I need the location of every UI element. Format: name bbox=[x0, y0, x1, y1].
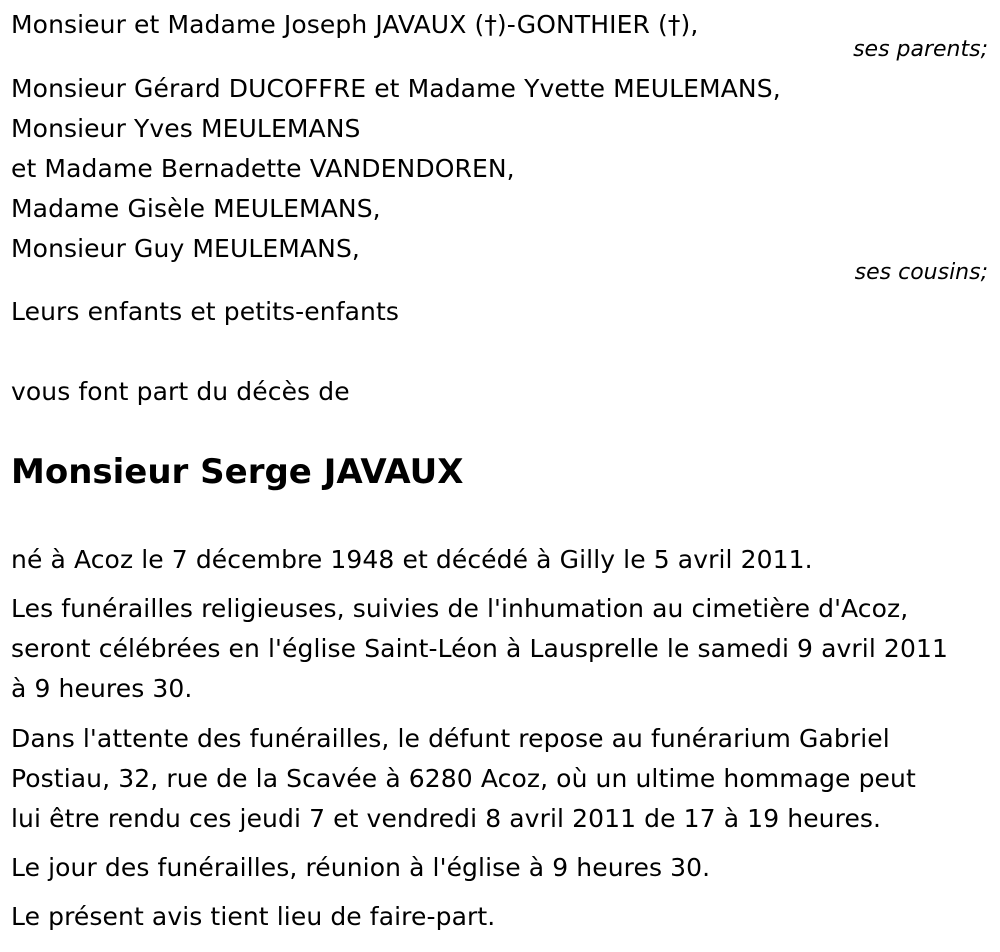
cousin-line-3: et Madame Bernadette VANDENDOREN, bbox=[11, 154, 515, 183]
repose-line-1: Dans l'attente des funérailles, le défunt repose au funérarium Gabriel bbox=[11, 724, 890, 753]
notice-line: Le présent avis tient lieu de faire-part. bbox=[11, 902, 496, 931]
cousin-line-5: Monsieur Guy MEULEMANS, bbox=[11, 234, 360, 263]
repose-line-2: Postiau, 32, rue de la Scavée à 6280 Acoz, où un ultime hommage peut bbox=[11, 764, 916, 793]
funeral-line-1: Les funérailles religieuses, suivies de l'inhumation au cimetière d'Acoz, bbox=[11, 594, 909, 623]
announcement-line: vous font part du décès de bbox=[11, 377, 350, 406]
parents-line: Monsieur et Madame Joseph JAVAUX (†)-GONTHIER (†), bbox=[11, 10, 699, 39]
funeral-line-2: seront célébrées en l'église Saint-Léon à Lausprelle le samedi 9 avril 2011 bbox=[11, 634, 948, 663]
funeral-line-3: à 9 heures 30. bbox=[11, 674, 193, 703]
parents-role: ses parents; bbox=[853, 37, 988, 62]
deceased-name: Monsieur Serge JAVAUX bbox=[11, 452, 464, 492]
cousins-role: ses cousins; bbox=[854, 260, 988, 285]
cousin-line-2: Monsieur Yves MEULEMANS bbox=[11, 114, 361, 143]
repose-line-3: lui être rendu ces jeudi 7 et vendredi 8 avril 2011 de 17 à 19 heures. bbox=[11, 804, 882, 833]
meeting-line: Le jour des funérailles, réunion à l'église à 9 heures 30. bbox=[11, 853, 711, 882]
birth-death-line: né à Acoz le 7 décembre 1948 et décédé à Gilly le 5 avril 2011. bbox=[11, 545, 813, 574]
children-line: Leurs enfants et petits-enfants bbox=[11, 297, 400, 326]
cousin-line-1: Monsieur Gérard DUCOFFRE et Madame Yvette MEULEMANS, bbox=[11, 74, 781, 103]
cousin-line-4: Madame Gisèle MEULEMANS, bbox=[11, 194, 381, 223]
